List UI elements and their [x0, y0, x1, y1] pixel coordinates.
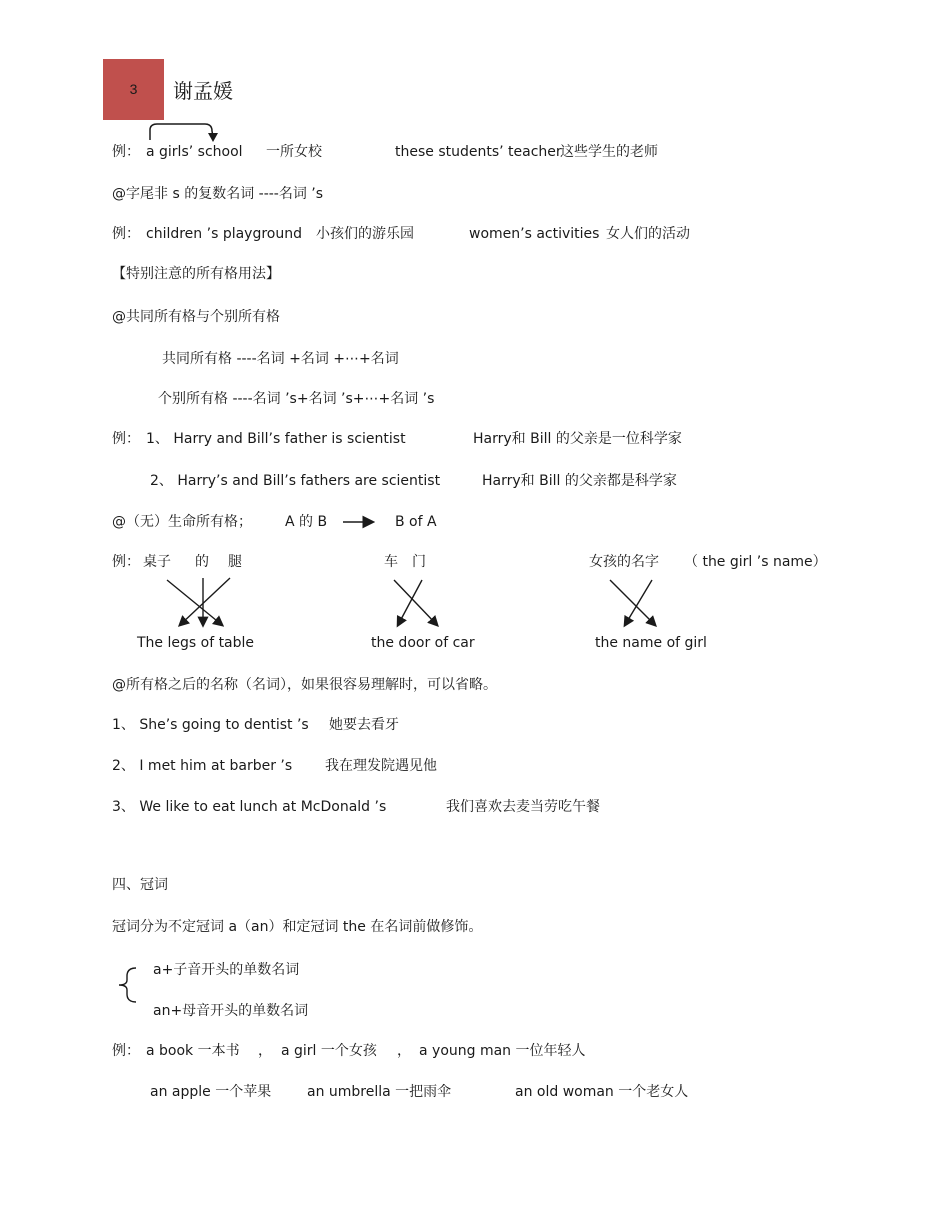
example-word: 的: [195, 554, 209, 570]
example-translation: 女人们的活动: [606, 226, 690, 242]
example-word: 门: [412, 554, 426, 570]
subsection-heading: @共同所有格与个别所有格: [112, 309, 280, 325]
brace-item: a+子音开头的单数名词: [153, 962, 300, 978]
example-text: an apple 一个苹果: [150, 1084, 272, 1100]
example-label: 例：: [112, 554, 140, 570]
separator: ，: [258, 1043, 272, 1059]
example-translation: 我们喜欢去麦当劳吃午餐: [446, 799, 600, 815]
example-text: 2、 Harry’s and Bill’s fathers are scientist: [150, 473, 441, 489]
example-text: 2、 I met him at barber ’s: [112, 758, 293, 774]
example-label: 例：: [112, 226, 140, 242]
example-word: 女孩的名字: [589, 554, 659, 570]
curly-brace: [119, 968, 136, 1002]
example-text: 1、 Harry and Bill’s father is scientist: [146, 431, 406, 447]
separator: ，: [397, 1043, 411, 1059]
rule-text: @所有格之后的名称（名词），如果很容易理解时，可以省略。: [112, 677, 497, 693]
example-text: a girl 一个女孩: [281, 1043, 377, 1059]
example-word: 桌子: [143, 554, 171, 570]
example-text: an old woman 一个老女人: [515, 1084, 689, 1100]
cross-arrows-car: [394, 580, 437, 625]
example-label: 例：: [112, 144, 140, 160]
example-translation: 她要去看牙: [329, 717, 399, 733]
example-word: 腿: [228, 554, 242, 570]
rule-text: 共同所有格 ----名词 +名词 +⋯+名词: [162, 351, 399, 367]
example-text: women’s activities: [469, 226, 600, 242]
example-translation: 一所女校: [266, 144, 322, 160]
example-translation: 小孩们的游乐园: [316, 226, 414, 242]
example-label: 例：: [112, 1043, 140, 1059]
section-heading: 【特别注意的所有格用法】: [112, 266, 280, 282]
example-text: these students’ teacher: [395, 144, 562, 160]
rule-text: @（无）生命所有格；: [112, 514, 252, 530]
example-translation: 这些学生的老师: [560, 144, 658, 160]
brace-item: an+母音开头的单数名词: [153, 1003, 309, 1019]
rule-text: A 的 B: [285, 514, 328, 530]
example-text: 3、 We like to eat lunch at McDonald ’s: [112, 799, 387, 815]
example-word: 车: [384, 554, 398, 570]
example-translation: Harry和 Bill 的父亲都是科学家: [482, 473, 677, 489]
example-text: the name of girl: [595, 635, 707, 651]
example-text: a young man 一位年轻人: [419, 1043, 586, 1059]
example-text: The legs of table: [137, 635, 255, 651]
paragraph: 冠词分为不定冠词 a（an）和定冠词 the 在名词前做修饰。: [112, 919, 483, 935]
example-text: the door of car: [371, 635, 475, 651]
example-text: 1、 She’s going to dentist ’s: [112, 717, 309, 733]
rule-text: 个别所有格 ----名词 ’s+名词 ’s+⋯+名词 ’s: [158, 391, 435, 407]
author-name: 谢孟媛: [173, 79, 233, 103]
swap-curve-arrow: [150, 124, 213, 140]
cross-arrows-table: [167, 578, 230, 625]
example-translation: Harry和 Bill 的父亲是一位科学家: [473, 431, 682, 447]
cross-arrows-girl: [610, 580, 655, 625]
chapter-number-badge: 3: [103, 59, 164, 120]
example-text: an umbrella 一把雨伞: [307, 1084, 452, 1100]
rule-text: B of A: [395, 514, 437, 530]
section-title: 四、冠词: [112, 877, 168, 893]
example-translation: 我在理发院遇见他: [325, 758, 437, 774]
example-label: 例：: [112, 431, 140, 447]
rule-text: @字尾非 s 的复数名词 ----名词 ’s: [112, 186, 324, 202]
example-text: a girls’ school: [146, 144, 243, 160]
example-text: （ the girl ’s name）: [684, 554, 827, 570]
example-text: a book 一本书: [146, 1043, 240, 1059]
example-text: children ’s playground: [146, 226, 302, 242]
swap-curve-arrowhead: [208, 133, 218, 142]
